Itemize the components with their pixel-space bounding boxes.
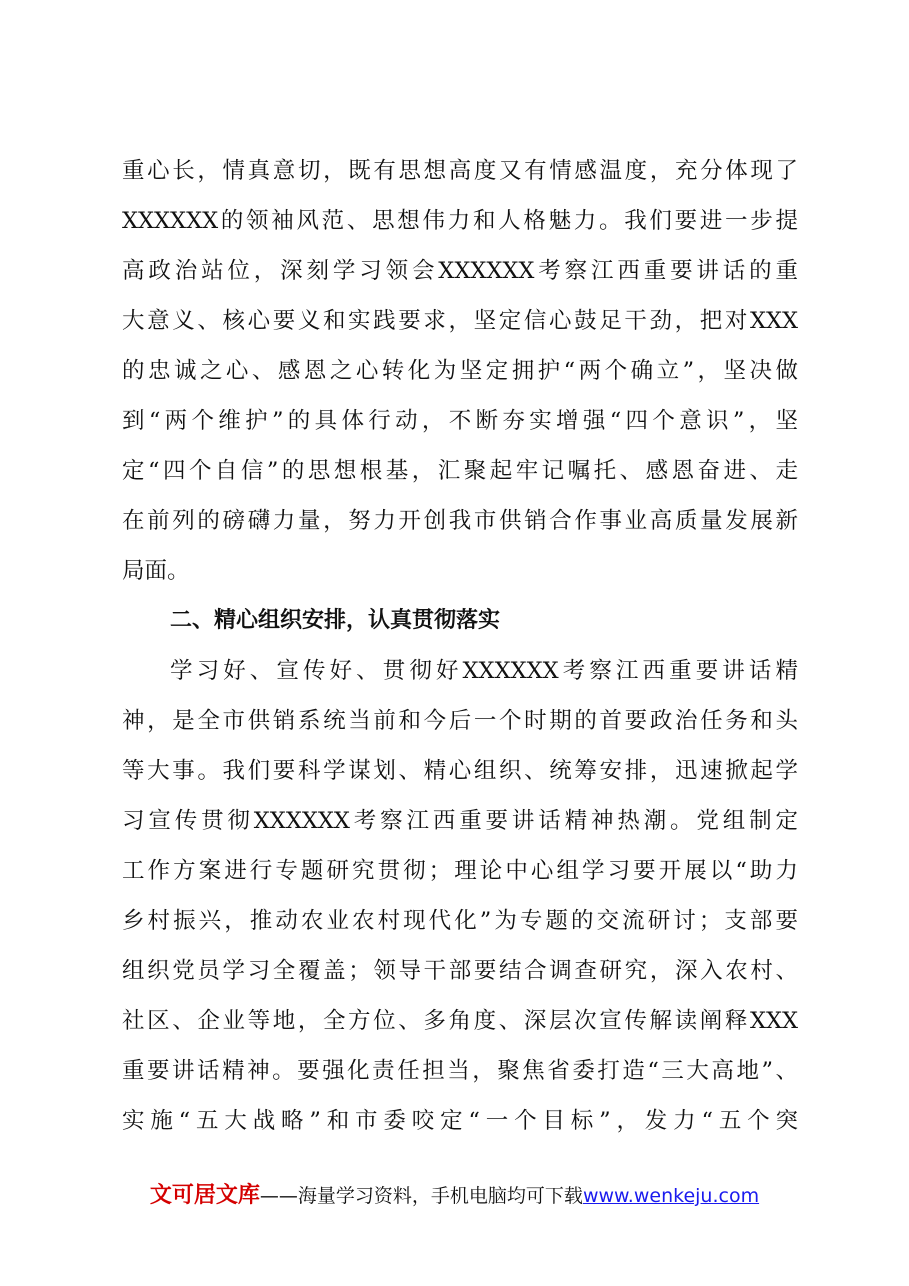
footer-brand: 文可居文库 — [149, 1183, 260, 1208]
paragraph-line: 到“两个维护”的具体行动，不断夯实增强“四个意识”，坚 — [122, 408, 798, 434]
paragraph-line: 重心长，情真意切，既有思想高度又有情感温度，充分体现了 — [122, 158, 798, 184]
footer-banner — [0, 1183, 909, 1209]
paragraph-line: 定“四个自信”的思想根基，汇聚起牢记嘱托、感恩奋进、走 — [122, 458, 798, 484]
footer-tagline: ——海量学习资料，手机电脑均可下载 — [259, 1185, 583, 1207]
paragraph-line: 高政治站位，深刻学习领会XXXXXX考察江西重要讲话的重 — [122, 258, 798, 284]
paragraph-line: XXXXXX的领袖风范、思想伟力和人格魅力。我们要进一步提 — [122, 208, 798, 234]
paragraph-line: 组织党员学习全覆盖；领导干部要结合调查研究，深入农村、 — [122, 958, 798, 984]
paragraph-line: 学习好、宣传好、贯彻好XXXXXX考察江西重要讲话精 — [170, 658, 798, 684]
paragraph-line: 社区、企业等地，全方位、多角度、深层次宣传解读阐释XXX — [122, 1008, 798, 1034]
paragraph-line: 工作方案进行专题研究贯彻；理论中心组学习要开展以“助力 — [122, 858, 798, 884]
paragraph-line: 乡村振兴，推动农业农村现代化”为专题的交流研讨；支部要 — [122, 908, 798, 934]
paragraph-line: 等大事。我们要科学谋划、精心组织、统筹安排，迅速掀起学 — [122, 758, 798, 784]
section-heading: 二、精心组织安排，认真贯彻落实 — [170, 608, 501, 633]
paragraph-line: 在前列的磅礴力量，努力开创我市供销合作事业高质量发展新 — [122, 508, 798, 534]
footer-url-link[interactable]: www.wenkeju.com — [582, 1185, 760, 1207]
paragraph-line: 局面。 — [122, 558, 190, 584]
paragraph-line: 大意义、核心要义和实践要求，坚定信心鼓足干劲，把对XXX — [122, 308, 798, 334]
paragraph-line: 的忠诚之心、感恩之心转化为坚定拥护“两个确立”，坚决做 — [122, 358, 798, 384]
document-body — [122, 146, 798, 1146]
paragraph-line: 习宣传贯彻XXXXXX考察江西重要讲话精神热潮。党组制定 — [122, 808, 798, 834]
paragraph-line: 重要讲话精神。要强化责任担当，聚焦省委打造“三大高地”、 — [122, 1058, 798, 1084]
paragraph-line: 神，是全市供销系统当前和今后一个时期的首要政治任务和头 — [122, 708, 798, 734]
paragraph-line: 实施“五大战略”和市委咬定“一个目标”，发力“五个突 — [122, 1108, 798, 1134]
